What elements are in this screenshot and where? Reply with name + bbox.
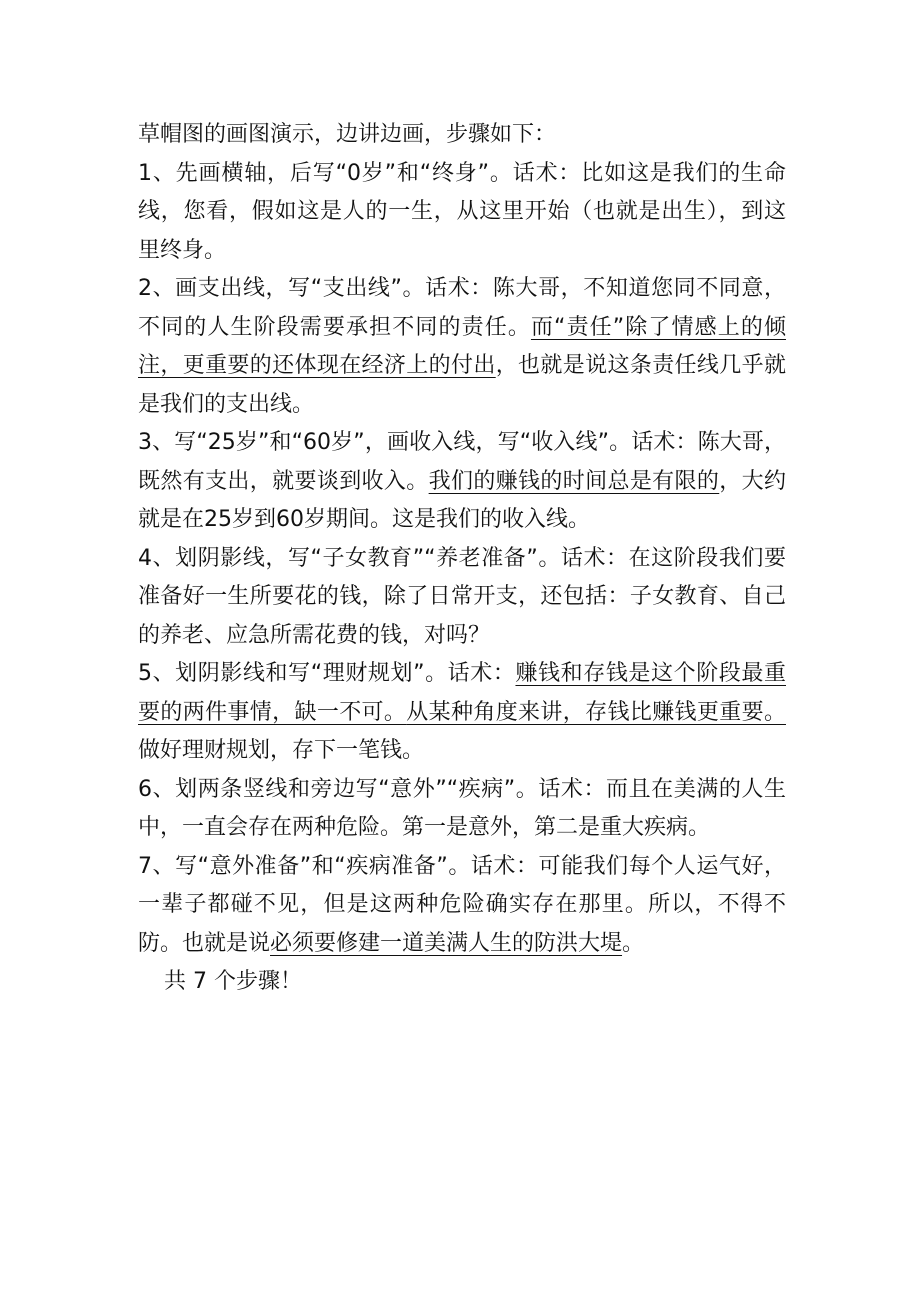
step-7-trailing-text: 。 [622, 930, 645, 956]
step-3-paragraph [138, 424, 786, 540]
step-5-text: 5、划阴影线和写“理财规划”。话术： [138, 661, 516, 686]
step-2-underlined-text: 而“责任”除了情感上的倾注，更重要的还体现在经济上的付出 [138, 314, 786, 378]
closing-line: 共 7 个步骤！ [164, 969, 302, 994]
step-3-trailing-text: ，大约就是在25岁到60岁期间。这是我们的收入线。 [138, 468, 786, 532]
step-7-text: 7、写“意外准备”和“疾病准备”。话术：可能我们每个人运气好，一辈子都碰不见，但是这两种危险确实存在那里。所以，不得不防。也就是说 [138, 853, 786, 956]
step-6-text: 6、划两条竖线和旁边写“意外”“疾病”。话术：而且在美满的人生中，一直会存在两种危险。第一是意外，第二是重大疾病。 [138, 776, 786, 840]
step-3-underlined-text: 我们的赚钱的时间总是有限的 [428, 468, 720, 494]
step-2-text: 2、画支出线，写“支出线”。话术：陈大哥，不知道您同不同意，不同的人生阶段需要承担不同的责任。 [138, 276, 786, 340]
step-2-paragraph [138, 270, 786, 424]
step-6-paragraph [138, 771, 786, 848]
step-5-underlined-text-2: 从某种角度来讲，存钱比赚钱更重要。 [406, 699, 786, 725]
intro-paragraph: 草帽图的画图演示，边讲边画，步骤如下： [138, 122, 557, 147]
step-5-underlined-text: 赚钱和存钱是这个阶段最重要的两件事情，缺一不可。 [138, 661, 786, 725]
step-4-paragraph [138, 540, 786, 656]
step-3-text: 3、写“25岁”和“60岁”，画收入线，写“收入线”。话术：陈大哥，既然有支出，就要谈到收入。 [138, 430, 786, 494]
step-5-trailing-text: 做好理财规划，存下一笔钱。 [138, 738, 425, 763]
step-5-paragraph [138, 655, 786, 771]
step-4-text: 4、划阴影线，写“子女教育”“养老准备”。话术：在这阶段我们要准备好一生所要花的钱，除了日常开支，还包括：子女教育、自己的养老、应急所需花费的钱，对吗？ [138, 545, 786, 648]
step-2-trailing-text: ，也就是说这条责任线几乎就是我们的支出线。 [138, 353, 786, 417]
document-body [138, 116, 786, 1002]
step-7-paragraph [138, 848, 786, 964]
step-1-text: 1、先画横轴，后写“0岁”和“终身”。话术：比如这是我们的生命线，您看，假如这是人的一生，从这里开始（也就是出生），到这里终身。 [138, 160, 786, 263]
step-1-paragraph [138, 155, 786, 271]
step-7-underlined-text: 必须要修建一道美满人生的防洪大堤 [270, 930, 623, 956]
